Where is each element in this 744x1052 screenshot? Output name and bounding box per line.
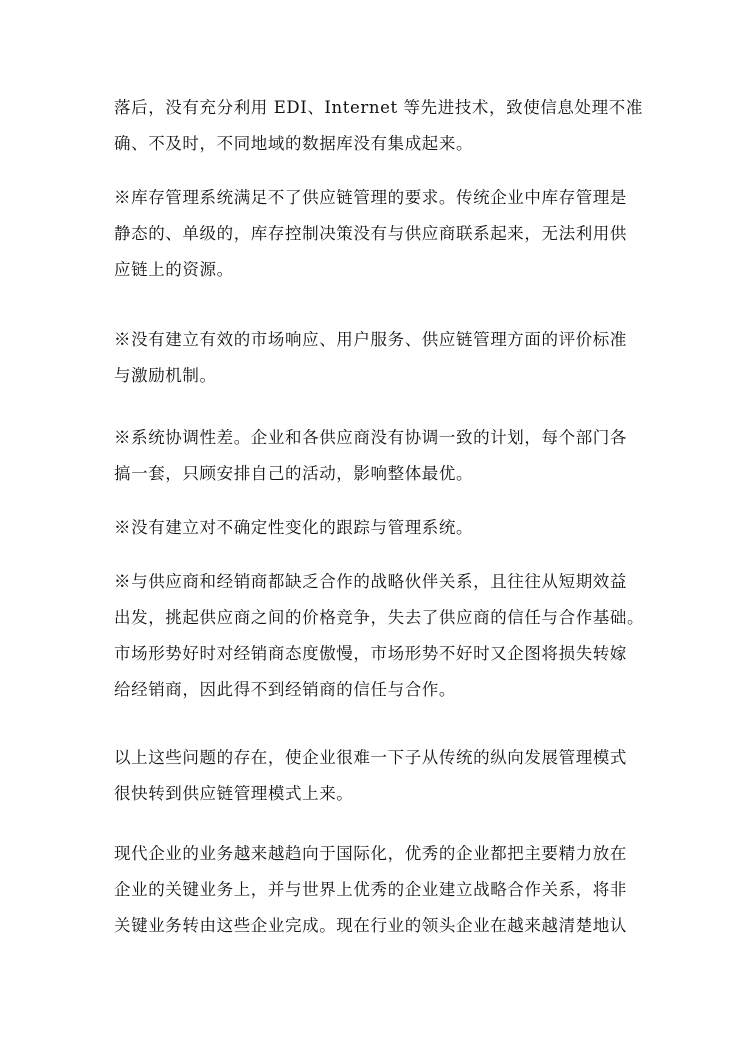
paragraph-partnership (114, 564, 645, 708)
paragraph-coordination (114, 420, 636, 492)
text-line: 现代企业的业务越来越趋向于国际化，优秀的企业都把主要精力放在 (114, 844, 627, 863)
paragraph-inventory-system (114, 180, 636, 288)
text-line: 关键业务转由这些企业完成。现在行业的领头企业在越来越清楚地认 (114, 916, 627, 935)
text-line: ※没有建立有效的市场响应、用户服务、供应链管理方面的评价标准 (114, 330, 627, 349)
text-line: 搞一套，只顾安排自己的活动，影响整体最优。 (114, 464, 474, 483)
text-line: 落后，没有充分利用 EDI、Internet 等先进技术，致使信息处理不准 (114, 98, 643, 117)
text-line: 企业的关键业务上，并与世界上优秀的企业建立战略合作关系，将非 (114, 880, 627, 899)
text-line: 给经销商，因此得不到经销商的信任与合作。 (114, 680, 456, 699)
text-line: ※与供应商和经销商都缺乏合作的战略伙伴关系，且往往从短期效益 (114, 572, 627, 591)
text-line: ※系统协调性差。企业和各供应商没有协调一致的计划，每个部门各 (114, 428, 627, 447)
text-line: 出发，挑起供应商之间的价格竞争，失去了供应商的信任与合作基础。 (114, 608, 645, 627)
text-line: 以上这些问题的存在，使企业很难一下子从传统的纵向发展管理模式 (114, 748, 627, 767)
text-line: 静态的、单级的，库存控制决策没有与供应商联系起来，无法利用供 (114, 224, 627, 243)
text-line: ※没有建立对不确定性变化的跟踪与管理系统。 (114, 518, 474, 537)
text-line: 很快转到供应链管理模式上来。 (114, 784, 354, 803)
paragraph-info-tech-lag (114, 90, 643, 162)
paragraph-uncertainty-tracking (114, 510, 636, 546)
text-line: 市场形势好时对经销商态度傲慢，市场形势不好时又企图将损失转嫁 (114, 644, 627, 663)
text-line: 应链上的资源。 (114, 260, 234, 279)
paragraph-globalization (114, 836, 636, 944)
text-line: 确、不及时，不同地域的数据库没有集成起来。 (114, 134, 474, 153)
paragraph-summary (114, 740, 636, 812)
text-line: 与激励机制。 (114, 366, 217, 385)
paragraph-evaluation-standards (114, 322, 636, 394)
text-line: ※库存管理系统满足不了供应链管理的要求。传统企业中库存管理是 (114, 188, 627, 207)
